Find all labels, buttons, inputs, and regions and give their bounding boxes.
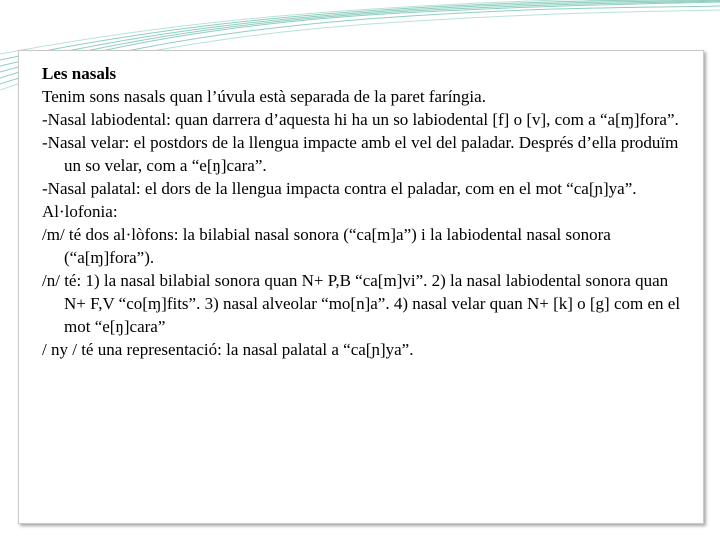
paragraph-allofonia: Al·lofonia: — [42, 202, 118, 221]
paragraph-m-allophones: /m/ té dos al·lòfons: la bilabial nasal sonora (“ca[m]a”) i la labiodental nasal sonora (“a[ɱ]fora”). — [42, 225, 611, 267]
paragraph-ny-allophone: / ny / té una representació: la nasal palatal a “ca[ɲ]ya”. — [42, 340, 414, 359]
paragraph-velar: -Nasal velar: el postdors de la llengua impacte amb el vel del paladar. Després d’ella produïm un so velar, com a “e[ŋ]cara”. — [42, 133, 679, 175]
slide-heading: Les nasals — [42, 64, 117, 83]
paragraph-intro: Tenim sons nasals quan l’úvula està separada de la paret faríngia. — [42, 87, 486, 106]
paragraph-n-allophones: /n/ té: 1) la nasal bilabial sonora quan N+ P,B “ca[m]vi”. 2) la nasal labiodental sonora quan N+ F,V “co[ɱ]fits”. 3) nasal alveolar “mo[n]a”. 4) nasal velar quan N+ [k] o [g] com en el mot “e[ŋ]cara” — [42, 271, 681, 336]
slide-body — [42, 62, 682, 361]
paragraph-palatal: -Nasal palatal: el dors de la llengua impacta contra el paladar, com en el mot “ca[ɲ]ya”. — [42, 179, 637, 198]
paragraph-labiodental: -Nasal labiodental: quan darrera d’aquesta hi ha un so labiodental [f] o [v], com a “a[ɱ]fora”. — [42, 110, 679, 129]
